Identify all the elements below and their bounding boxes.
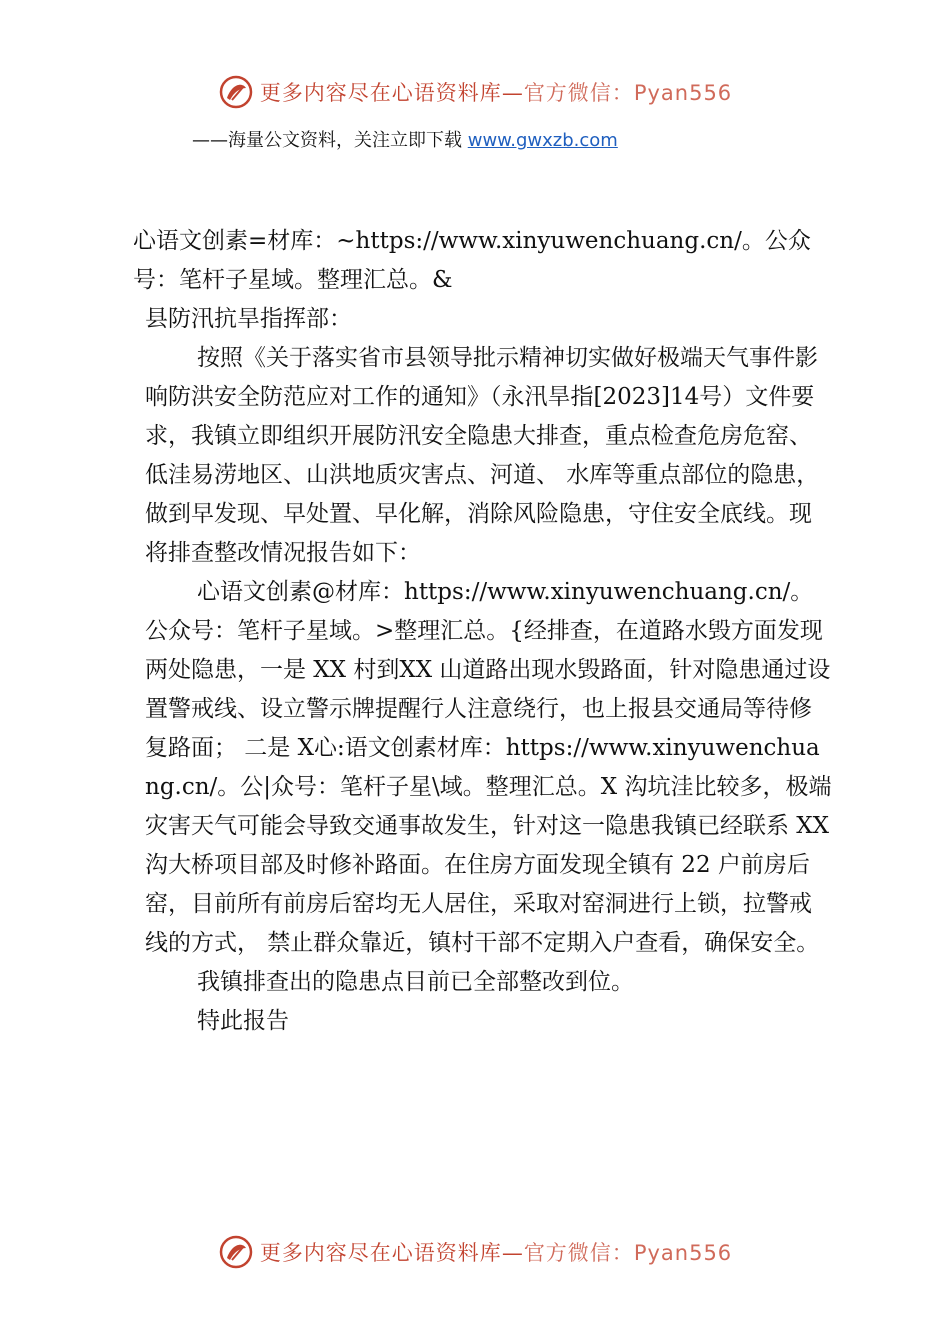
closing: 特此报告 bbox=[197, 1008, 289, 1034]
download-link[interactable]: www.gwxzb.com bbox=[467, 130, 618, 151]
paragraph-1: 按照《关于落实省市县领导批示精神切实做好极端天气事件影响防洪安全防范应对工作的通知》（永汛旱指[2023]14号）文件要求，我镇立即组织开展防汛安全隐患大排查，重点检查危房危窑、低洼易涝地区、山洪地质灾害点、河道、 水库等重点部位的隐患，做到早发现、早处置、早化解，消除风险隐患，守住安全底线。现将排查整改情况报告如下： bbox=[145, 345, 820, 566]
logo-icon bbox=[218, 1234, 254, 1270]
banner-dash: — bbox=[501, 81, 524, 105]
banner-title: 更多内容尽在心语资料库 bbox=[259, 1241, 502, 1265]
footer-banner bbox=[0, 1230, 950, 1274]
addressee: 县防汛抗旱指挥部： bbox=[145, 306, 352, 332]
banner-wechat-label: 官方微信： bbox=[523, 1241, 634, 1265]
subline bbox=[192, 126, 618, 152]
logo-icon bbox=[218, 74, 254, 110]
banner-dash: — bbox=[501, 1241, 524, 1265]
banner-wechat-id: Pyan556 bbox=[633, 1241, 733, 1265]
banner-text bbox=[260, 77, 732, 107]
banner-wechat-label: 官方微信： bbox=[523, 81, 634, 105]
banner-text bbox=[260, 1237, 732, 1267]
document-body bbox=[133, 222, 833, 1041]
paragraph-2: 心语文创素@材库：https://www.xinyuwenchuang.cn/。公众号：笔杆子星域。>整理汇总。{经排查，在道路水毁方面发现两处隐患，一是 XX 村到XX 山道路出现水毁路面，针对隐患通过设置警戒线、设立警示牌提醒行人注意绕行，也上报县交通局等待修复路面； 二是 X心:语文创素材库：https://www.xinyuwenchuang.cn/。公|众号：笔杆子星\域。整理汇总。X 沟坑洼比较多，极端灾害天气可能会导致交通事故发生，针对这一隐患我镇已经联系 XX 沟大桥项目部及时修补路面。在住房方面发现全镇有 22 户前房后窑，目前所有前房后窑均无人居住，采取对窑洞进行上锁，拉警戒线的方式， 禁止群众靠近，镇村干部不定期入户查看，确保安全。 bbox=[145, 579, 832, 956]
subline-text: ——海量公文资料，关注立即下载 bbox=[192, 130, 462, 151]
intro-line: 心语文创素=材库：~https://www.xinyuwenchuang.cn/。公众号：笔杆子星域。整理汇总。& bbox=[133, 228, 811, 293]
banner-wechat-id: Pyan556 bbox=[633, 81, 733, 105]
header-banner bbox=[0, 70, 950, 114]
banner-title: 更多内容尽在心语资料库 bbox=[259, 81, 502, 105]
paragraph-3: 我镇排查出的隐患点目前已全部整改到位。 bbox=[197, 969, 634, 995]
